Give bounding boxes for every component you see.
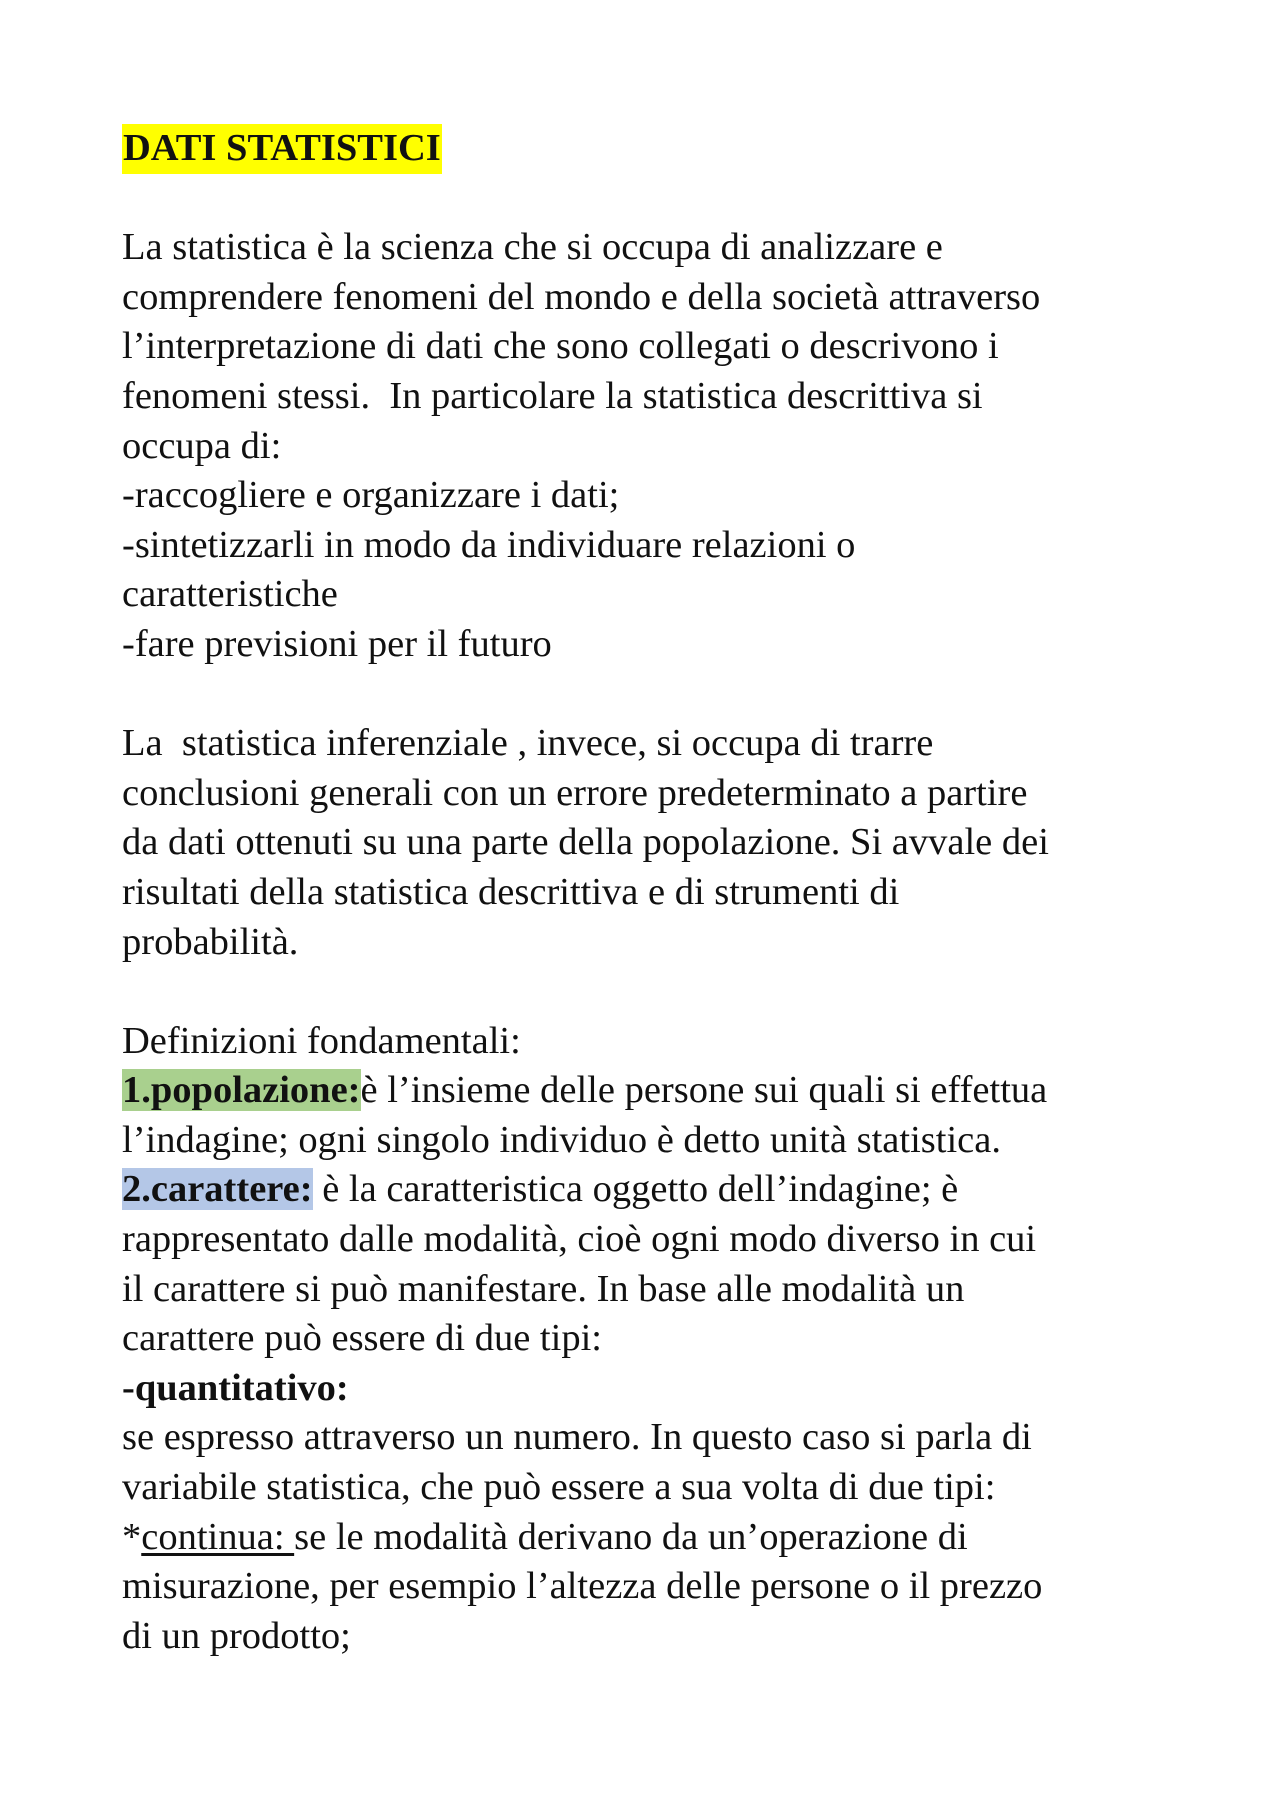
carattere-line: il carattere si può manifestare. In base alle modalità un (122, 1267, 965, 1310)
definitions-section (122, 1017, 1202, 1662)
carattere-line: rappresentato dalle modalità, cioè ogni modo diverso in cui (122, 1218, 1037, 1261)
popolazione-text: è l’insieme delle persone sui quali si effettua (360, 1069, 1048, 1112)
quantitativo-line: se espresso attraverso un numero. In questo caso si parla di (122, 1416, 1032, 1459)
carattere-term: 2.carattere: (122, 1168, 313, 1211)
definition-continua (122, 1513, 1202, 1563)
inferential-line: conclusioni generali con un errore predeterminato a partire (122, 771, 1028, 814)
popolazione-line: l’indagine; ogni singolo individuo è detto unità statistica. (122, 1118, 1001, 1161)
quantitativo-term: -quantitativo: (122, 1366, 349, 1409)
intro-list-item: -sintetizzarli in modo da individuare relazioni o (122, 523, 856, 566)
intro-list-item: -fare previsioni per il futuro (122, 622, 552, 665)
inferential-line: da dati ottenuti su una parte della popolazione. Si avvale dei (122, 821, 1049, 864)
document-page (122, 124, 1202, 1661)
spacer (122, 174, 1202, 224)
continua-prefix: * (122, 1515, 142, 1558)
inferential-line: risultati della statistica descrittiva e di strumenti di (122, 870, 900, 913)
inferential-paragraph (122, 719, 1202, 967)
document-title: DATI STATISTICI (122, 124, 442, 174)
continua-line: misurazione, per esempio l’altezza delle persone o il prezzo (122, 1565, 1043, 1608)
quantitativo-line: variabile statistica, che può essere a sua volta di due tipi: (122, 1466, 996, 1509)
intro-line: comprendere fenomeni del mondo e della società attraverso (122, 275, 1041, 318)
definition-popolazione (122, 1066, 1202, 1116)
carattere-line: carattere può essere di due tipi: (122, 1317, 602, 1360)
intro-line: occupa di: (122, 424, 282, 467)
intro-list-item: -raccogliere e organizzare i dati; (122, 474, 620, 517)
intro-line: l’interpretazione di dati che sono collegati o descrivono i (122, 325, 999, 368)
continua-term: continua: (141, 1515, 295, 1558)
intro-line: La statistica è la scienza che si occupa di analizzare e (122, 226, 943, 269)
carattere-text: è la caratteristica oggetto dell’indagine; è (312, 1168, 959, 1211)
continua-text: se le modalità derivano da un’operazione di (294, 1515, 968, 1558)
definition-carattere (122, 1165, 1202, 1215)
intro-paragraph (122, 223, 1202, 669)
spacer (122, 670, 1202, 720)
title-line (122, 124, 1202, 174)
definitions-heading: Definizioni fondamentali: (122, 1019, 521, 1062)
inferential-line: La statistica inferenziale , invece, si occupa di trarre (122, 722, 934, 765)
continua-line: di un prodotto; (122, 1614, 351, 1657)
spacer (122, 967, 1202, 1017)
inferential-line: probabilità. (122, 920, 299, 963)
intro-list-item: caratteristiche (122, 573, 338, 616)
popolazione-term: 1.popolazione: (122, 1069, 361, 1112)
intro-line: fenomeni stessi. In particolare la statistica descrittiva si (122, 374, 983, 417)
